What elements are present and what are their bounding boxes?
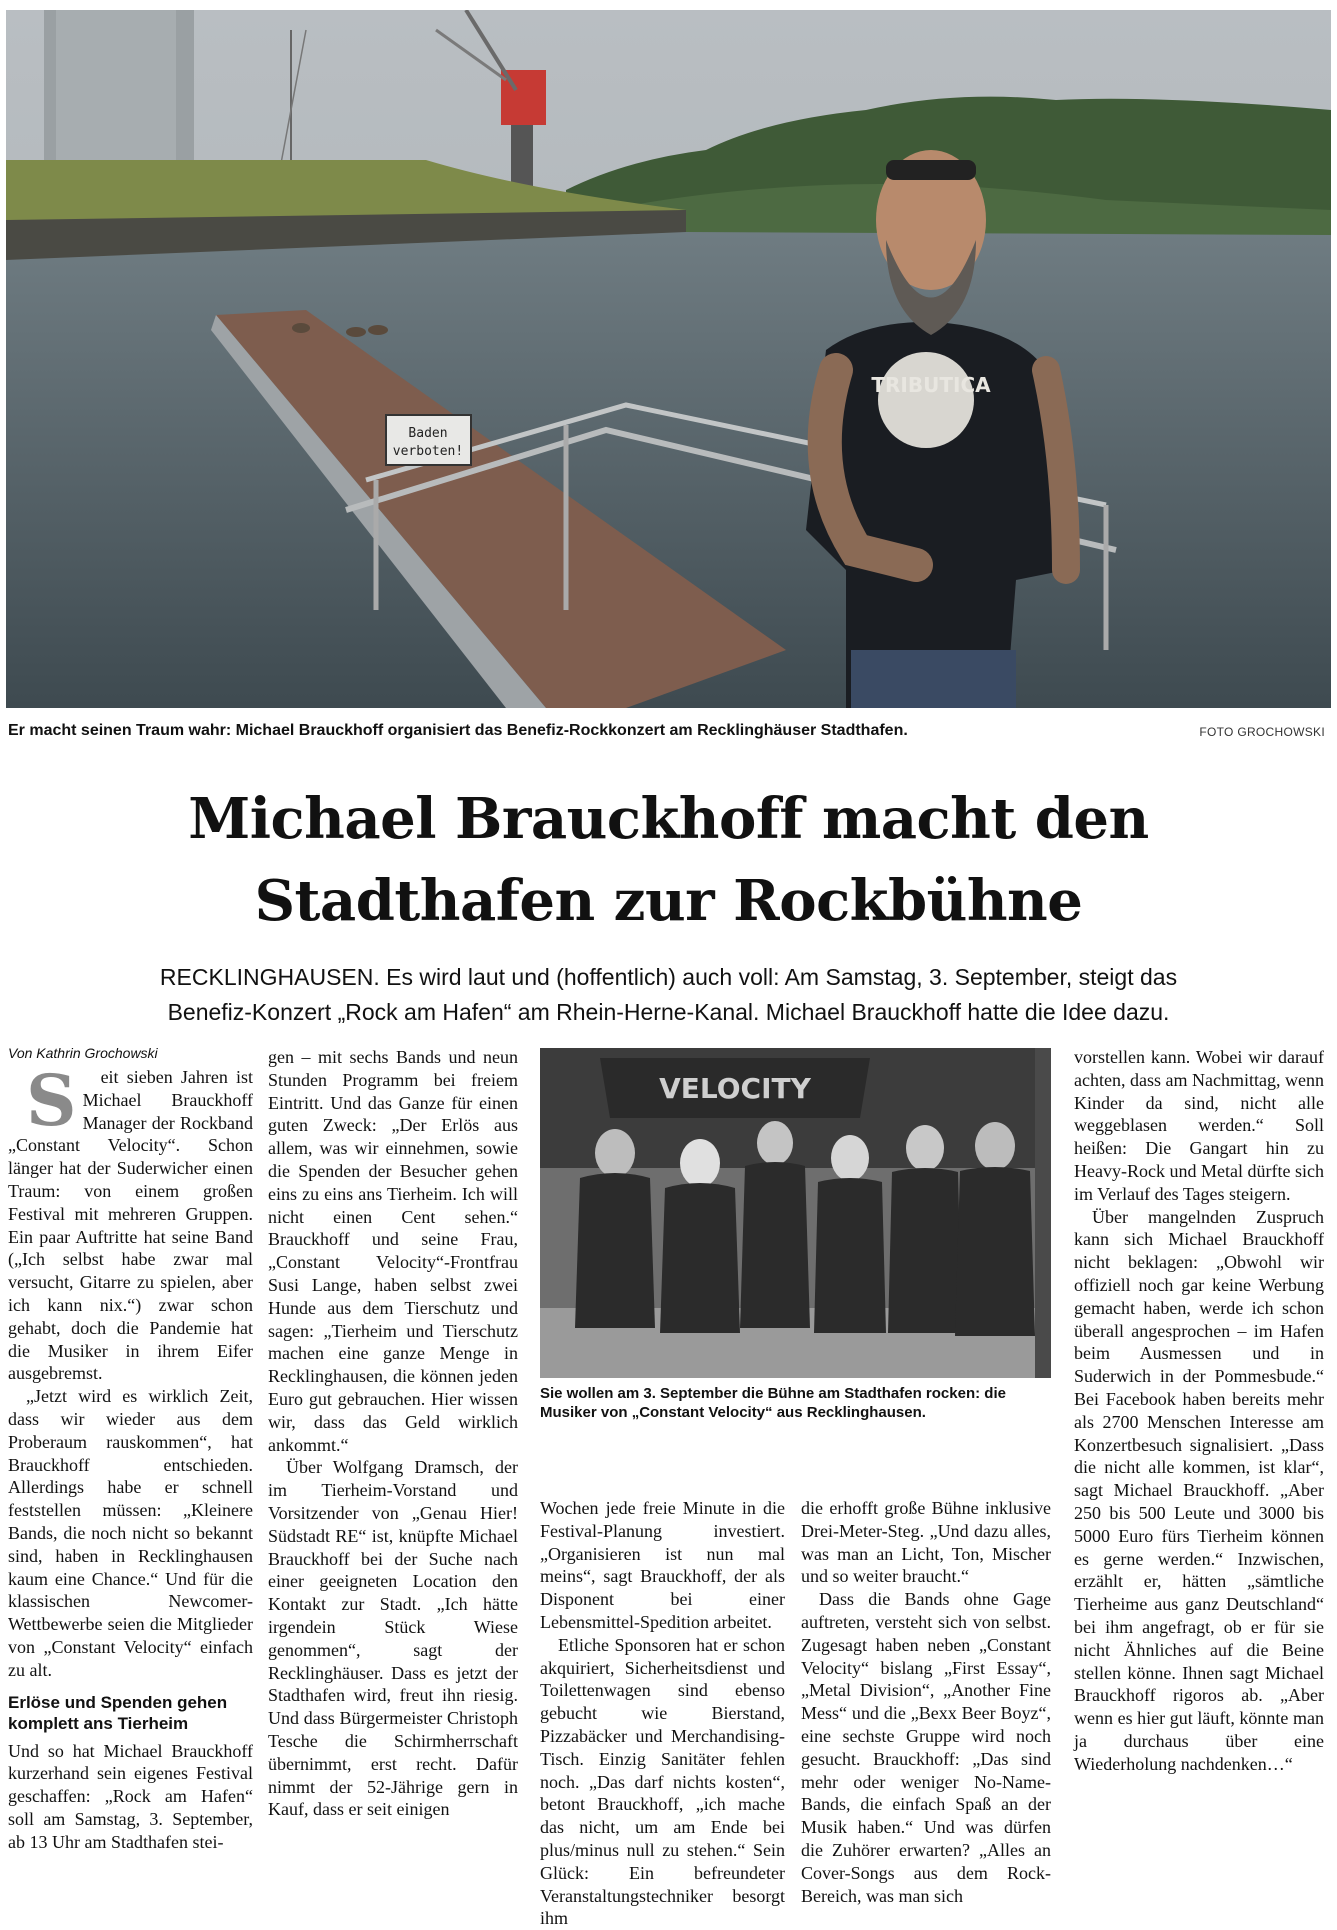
col3-paragraph-2: Etliche Sponsoren hat er schon akquiriert, Sicherheitsdienst und Toilettenwagen sind ebenso gebucht wie Bierstand, Pizzabäcker und Merchandising-Tisch. Einzig Sanitäter fehlen noch. „Das darf nichts kosten“, betont Brauckhoff, „ich mache das nicht, um am Ende bei plus/minus null zu stehen.“ Sein Glück: Ein befreundeter Veranstaltungstechniker besorgt ihm: [540, 1634, 785, 1929]
col2-paragraph-2: Über Wolfgang Dramsch, der im Tierheim-Vorstand und Vorsitzender von „Genau Hier! Südstadt RE“ ist, knüpfte Michael Brauckhoff bei der Suche nach einer geeigneten Location den Kontakt zur Stadt. „Ich hätte irgendein Stück Wiese genommen“, sagt der Recklinghäuser. Dass es jetzt der Stadthafen wird, freut ihn riesig. Und dass Bürgermeister Christoph Tesche die Schirmherrschaft übernimmt, erst recht. Dafür nimmt der 52-Jährige gern in Kauf, dass er seit einigen: [268, 1457, 518, 1820]
col5-paragraph-2: Über mangelnden Zuspruch kann sich Michael Brauckhoff nicht beklagen: „Obwohl wir offiziell noch gar keine Werbung gemacht haben, werde ich schon überall angesprochen – im Hafen beim Ausmessen und in Suderwich in der Pommesbude.“ Bei Facebook haben bereits mehr als 2700 Menschen Interesse am Konzertbesuch signalisiert. „Dass die nicht alle kommen, ist klar“, sagt Michael Brauckhoff. „Aber 250 bis 500 Leute und 3000 bis 5000 Euro fürs Tierheim können es gerne werden.“ Inzwischen, erzählt er, hätten „sämtliche Tierheime aus ganz Deutschland“ bei ihm angefragt, ob er für sie nicht Ähnliches auf die Beine stellen könne. Ihnen sagt Michael Brauckhoff rigoros ab. „Aber wenn es hier gut läuft, könnte man ja durchaus über eine Wiederholung nachdenken…“: [1074, 1206, 1324, 1774]
lead-paragraph: [60, 960, 1277, 1030]
column-4: [801, 1497, 1051, 1907]
col4-paragraph-1: die erhofft große Bühne inklusive Drei-Meter-Steg. „Und dazu alles, was man an Licht, Ton, Mischer und so weiter braucht.“: [801, 1498, 1051, 1587]
photo-caption: Er macht seinen Traum wahr: Michael Brauckhoff organisiert das Benefiz-Rockkonzert am Recklinghäuser Stadthafen.: [8, 722, 908, 739]
col1-paragraph-1: [8, 1059, 253, 1385]
headline-line-2: Stadthafen zur Rockbühne: [254, 868, 1083, 934]
band-photo: [540, 1048, 1051, 1378]
column-5: [1074, 1046, 1324, 1776]
headline-line-1: Michael Brauckhoff macht den: [188, 786, 1149, 852]
dropcap: S: [26, 1059, 77, 1142]
photo-credit: FOTO GROCHOWSKI: [1199, 725, 1325, 739]
subheading: Erlöse und Spenden gehen komplett ans Tierheim: [8, 1692, 228, 1733]
main-photo: [6, 10, 1331, 708]
lead-line-2: Benefiz-Konzert „Rock am Hafen“ am Rhein-Herne-Kanal. Michael Brauckhoff hatte die Idee dazu.: [167, 999, 1170, 1025]
column-1: [8, 1046, 253, 1854]
shirt-text: TRIBUTICA: [871, 373, 991, 397]
column-3: [540, 1497, 785, 1930]
byline: Von Kathrin Grochowski: [8, 1045, 158, 1061]
col1-paragraph-2: „Jetzt wird es wirklich Zeit, dass wir wieder aus dem Proberaum rauskommen“, hat Brauckhoff entschieden. Allerdings habe er schnell feststellen müssen: „Kleinere Bands, die noch nicht so bekannt sind, haben in Recklinghausen kaum eine Chance.“ Und für die klassischen Newcomer-Wettbewerbe seien die Mitglieder von „Constant Velocity“ einfach zu alt.: [8, 1386, 253, 1680]
col2-paragraph-1: gen – mit sechs Bands und neun Stunden Programm bei freiem Eintritt. Und das Ganze für einen guten Zweck: „Der Erlös aus allem, was wir einnehmen, sowie die Spenden der Besucher gehen eins zu eins ans Tierheim. Ich will nicht einen Cent sehen.“ Brauckhoff und seine Frau, „Constant Velocity“-Frontfrau Susi Lange, haben selbst zwei Hunde aus dem Tierschutz und sagen: „Tierheim und Tierschutz machen eine ganze Menge in Recklinghausen, die können jeden Euro gut gebrauchen. Hier wissen wir, dass das Geld wirklich ankommt.“: [268, 1047, 518, 1455]
col5-paragraph-1: vorstellen kann. Wobei wir darauf achten, dass am Nachmittag, wenn Kinder da sind, nicht alle weggeblasen werden.“ Soll heißen: Die Gangart hin zu Heavy-Rock und Metal dürfte sich im Verlauf des Tages steigern.: [1074, 1047, 1324, 1204]
col1-paragraph-3: Und so hat Michael Brauckhoff kurzerhand sein eigenes Festival geschaffen: „Rock am Hafen“ soll am Samstag, 3. September, ab 13 Uhr am Stadthafen stei-: [8, 1740, 253, 1852]
col1-first-text: eit sieben Jahren ist Michael Brauckhoff Manager der Rockband „Constant Velocity“. Schon länger hat der Suderwicher einen Traum: von einem großen Festival mit mehreren Gruppen. Ein paar Auftritte hat seine Band („Ich selbst habe zwar mal versucht, Gitarre zu spielen, aber ich kann nix.“) zwar schon gehabt, doch die Pandemie hat die Musiker in ihrem Eifer ausgebremst.: [8, 1067, 253, 1384]
sign-text-line1: Baden: [408, 426, 448, 441]
lead-line-1: RECKLINGHAUSEN. Es wird laut und (hoffentlich) auch voll: Am Samstag, 3. September, steigt das: [159, 964, 1178, 990]
band-banner-text: VELOCITY: [659, 1072, 811, 1105]
sign-text-line2: verboten!: [392, 444, 464, 459]
band-photo-caption: Sie wollen am 3. September die Bühne am Stadthafen rocken: die Musiker von „Constant Velocity“ aus Recklinghausen.: [540, 1385, 1006, 1421]
col4-paragraph-2: Dass die Bands ohne Gage auftreten, versteht sich von selbst. Zugesagt haben neben „Constant Velocity“ bislang „First Essay“, „Metal Division“, „Another Fine Mess“ und die „Bexx Beer Boyz“, eine sechste Gruppe wird noch gesucht. Brauckhoff: „Das sind mehr oder weniger No-Name-Bands, die einfach Spaß an der Musik haben.“ Und was dürfen die Zuhörer erwarten? „Alles an Cover-Songs aus dem Rock-Bereich, was man sich: [801, 1589, 1051, 1906]
headline: [0, 778, 1337, 942]
column-2: [268, 1046, 518, 1821]
col3-paragraph-1: Wochen jede freie Minute in die Festival-Planung investiert. „Organisieren ist nun mal meins“, sagt Brauckhoff, der als Disponent bei einer Lebensmittel-Spedition arbeitet.: [540, 1498, 785, 1632]
